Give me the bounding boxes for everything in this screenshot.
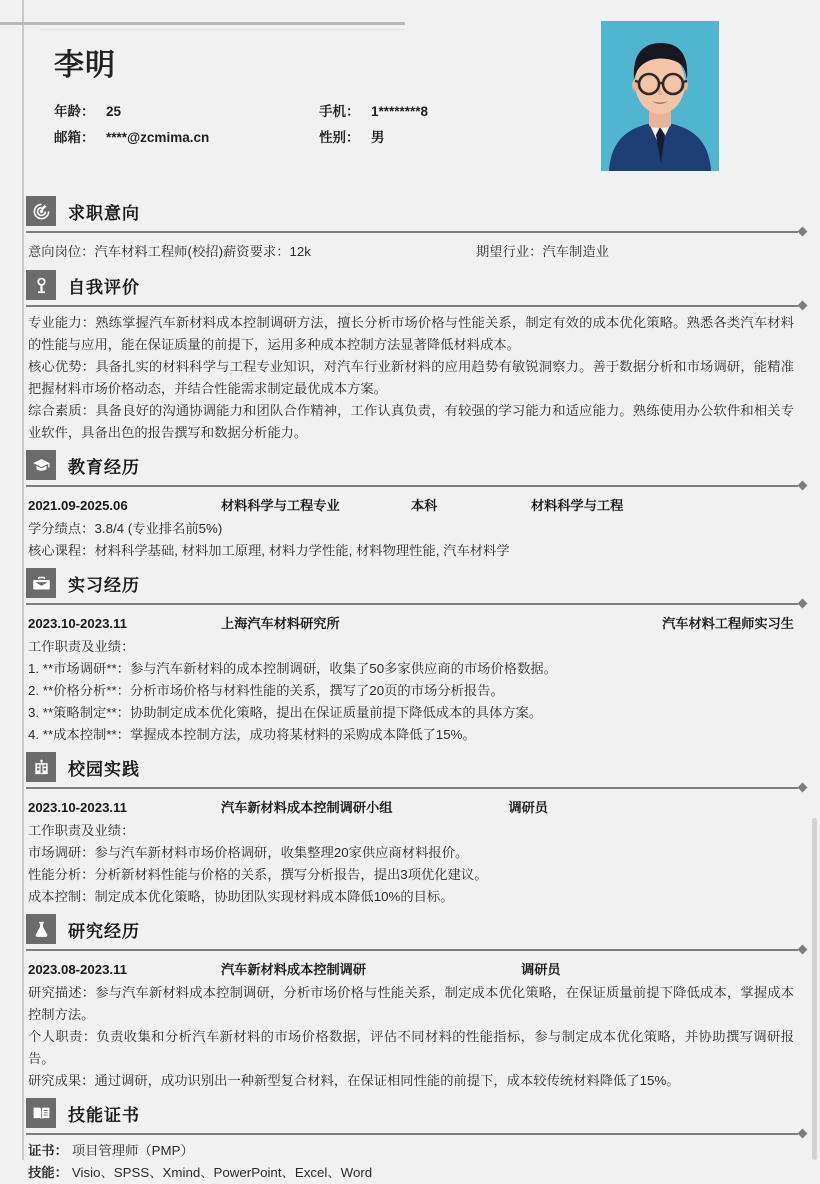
education-gpa (28, 518, 794, 540)
internship-item: 4. **成本控制**：掌握成本控制方法，成功将某材料的采购成本降低了15%。 (28, 727, 476, 742)
research-org: 汽车新材料成本控制调研 (221, 962, 367, 977)
job-intent-position-label: 意向岗位： (28, 244, 95, 259)
section-title-research: 研究经历 (68, 921, 140, 941)
contact-info (54, 100, 594, 152)
education-degree: 本科 (411, 498, 438, 513)
skills-list-label: 技能： (28, 1165, 68, 1180)
scrollbar-thumb[interactable] (812, 818, 817, 1160)
self-evaluation-paragraph: 综合素质：具备良好的沟通协调能力和团队合作精神，工作认真负责，有较强的学习能力和适应能力。熟练使用办公软件和相关专业软件，具备出色的报告撰写和数据分析能力。 (28, 403, 794, 440)
skills-cert-label: 证书： (28, 1143, 68, 1158)
contact-gender-label: 性别： (319, 130, 360, 145)
self-evaluation-paragraph: 核心优势：具备扎实的材料科学与工程专业知识，对汽车行业新材料的应用趋势有敏锐洞察力。善于数据分析和市场调研，能精准把握材料市场价格动态，并结合性能需求制定最优成本方案。 (28, 359, 794, 396)
section-header-skills (26, 1098, 806, 1128)
campus-item: 性能分析：分析新材料性能与价格的关系，撰写分析报告，提出3项优化建议。 (28, 867, 488, 882)
internship-date: 2023.10-2023.11 (28, 616, 128, 631)
research-item: 研究成果：通过调研，成功识别出一种新型复合材料，在保证相同性能的前提下，成本较传统材料降低了15%。 (28, 1073, 680, 1088)
flask-icon (26, 914, 56, 944)
education-major: 材料科学与工程专业 (221, 498, 340, 513)
contact-phone-label: 手机： (319, 104, 360, 119)
briefcase-icon (26, 568, 56, 598)
section-divider-skills (26, 1128, 806, 1140)
skills-list-value: Visio、SPSS、Xmind、PowerPoint、Excel、Word (71, 1165, 373, 1180)
campus-item: 市场调研：参与汽车新材料市场价格调研，收集整理20家供应商材料报价。 (28, 845, 469, 860)
internship-meta-row (28, 612, 794, 636)
section-divider-research (26, 944, 806, 956)
candidate-name: 李明 (54, 49, 116, 82)
campus-date: 2023.10-2023.11 (28, 800, 128, 815)
resume-header (26, 30, 806, 190)
education-courses (28, 540, 794, 562)
education-field: 材料科学与工程 (531, 498, 624, 513)
section-header-internship (26, 568, 806, 598)
candidate-photo (601, 21, 719, 171)
contact-gender-value: 男 (371, 130, 385, 145)
job-intent-position-value: 汽车材料工程师(校招) (94, 244, 224, 259)
job-intent-salary-label: 薪资要求： (223, 244, 290, 259)
contact-age-label: 年龄： (54, 104, 95, 119)
education-gpa-value: 3.8/4 (专业排名前5%) (94, 521, 223, 536)
section-body-self-evaluation (26, 312, 806, 444)
section-divider-self-evaluation (26, 300, 806, 312)
section-header-campus (26, 752, 806, 782)
contact-row (54, 126, 594, 152)
job-intent-salary-value: 12k (289, 244, 311, 259)
internship-item: 1. **市场调研**：参与汽车新材料的成本控制调研，收集了50多家供应商的市场价格数据。 (28, 661, 557, 676)
education-courses-value: 材料科学基础, 材料加工原理, 材料力学性能, 材料物理性能, 汽车材料学 (94, 543, 510, 558)
research-item: 个人职责：负责收集和分析汽车新材料的市场价格数据，评估不同材料的性能指标，参与制定成本优化策略，并协助撰写调研报告。 (28, 1029, 794, 1066)
award-icon (26, 270, 56, 300)
internship-role: 汽车材料工程师实习生 (662, 616, 794, 631)
contact-phone-value: 1********8 (371, 104, 429, 119)
contact-phone (319, 100, 428, 120)
campus-role: 调研员 (508, 800, 548, 815)
section-divider-internship (26, 598, 806, 610)
section-divider-job-intent (26, 226, 806, 238)
contact-email (54, 126, 319, 146)
section-header-research (26, 914, 806, 944)
section-header-job-intent (26, 196, 806, 226)
self-evaluation-paragraph: 专业能力：熟练掌握汽车新材料成本控制调研方法，擅长分析市场价格与性能关系，制定有效的成本优化策略。熟悉各类汽车材料的性能与应用，能在保证质量的前提下，运用多种成本控制方法显著降低材料成本。 (28, 315, 794, 352)
education-gpa-label: 学分绩点： (28, 521, 95, 536)
research-role: 调研员 (521, 962, 561, 977)
book-icon (26, 1098, 56, 1128)
window-vertical-guide (22, 0, 24, 1160)
contact-gender (319, 126, 385, 146)
research-item: 研究描述：参与汽车新材料成本控制调研，分析市场价格与性能关系，制定成本优化策略，在保证质量前提下降低成本，掌握成本控制方法。 (28, 985, 794, 1022)
internship-org: 上海汽车材料研究所 (221, 616, 340, 631)
section-title-skills: 技能证书 (68, 1105, 140, 1125)
research-meta-row (28, 958, 794, 982)
photo-illustration (601, 21, 719, 171)
section-title-campus: 校园实践 (68, 759, 140, 779)
skills-cert-value: 项目管理师（PMP） (71, 1143, 194, 1158)
internship-duties-label: 工作职责及业绩： (28, 639, 135, 654)
section-body-research (26, 958, 806, 1092)
skills-list (28, 1162, 794, 1184)
campus-item: 成本控制：制定成本优化策略，协助团队实现材料成本降低10%的目标。 (28, 889, 454, 904)
job-intent-industry (476, 240, 609, 264)
education-meta-row (28, 494, 794, 518)
section-divider-campus (26, 782, 806, 794)
campus-org: 汽车新材料成本控制调研小组 (221, 800, 393, 815)
research-date: 2023.08-2023.11 (28, 962, 128, 977)
section-body-internship (26, 612, 806, 746)
target-icon (26, 196, 56, 226)
section-title-internship: 实习经历 (68, 575, 140, 595)
section-body-campus (26, 796, 806, 908)
section-body-education (26, 494, 806, 562)
vertical-scrollbar[interactable] (808, 0, 820, 1160)
job-intent-position (28, 240, 311, 264)
section-title-job-intent: 求职意向 (68, 203, 140, 223)
campus-meta-row (28, 796, 794, 820)
resume-sheet (26, 30, 806, 1180)
section-title-education: 教育经历 (68, 457, 140, 477)
contact-age-value: 25 (106, 104, 122, 119)
internship-item: 2. **价格分析**：分析市场价格与材料性能的关系，撰写了20页的市场分析报告。 (28, 683, 504, 698)
section-header-education (26, 450, 806, 480)
section-body-skills (26, 1140, 806, 1184)
education-courses-label: 核心课程： (28, 543, 95, 558)
skills-cert (28, 1140, 794, 1162)
job-intent-industry-value: 汽车制造业 (542, 244, 609, 259)
job-intent-row (28, 240, 794, 264)
section-divider-education (26, 480, 806, 492)
internship-item: 3. **策略制定**：协助制定成本优化策略，提出在保证质量前提下降低成本的具体方案。 (28, 705, 543, 720)
graduation-cap-icon (26, 450, 56, 480)
education-date: 2021.09-2025.06 (28, 498, 128, 513)
contact-age (54, 100, 319, 120)
section-title-self-evaluation: 自我评价 (68, 277, 140, 297)
campus-duties-label: 工作职责及业绩： (28, 823, 135, 838)
section-header-self-evaluation (26, 270, 806, 300)
contact-email-value: ****@zcmima.cn (106, 130, 210, 145)
contact-email-label: 邮箱： (54, 130, 95, 145)
section-body-job-intent (26, 240, 806, 264)
job-intent-industry-label: 期望行业： (475, 244, 543, 259)
window-horizontal-guide (0, 22, 405, 25)
contact-row (54, 100, 594, 126)
school-building-icon (26, 752, 56, 782)
